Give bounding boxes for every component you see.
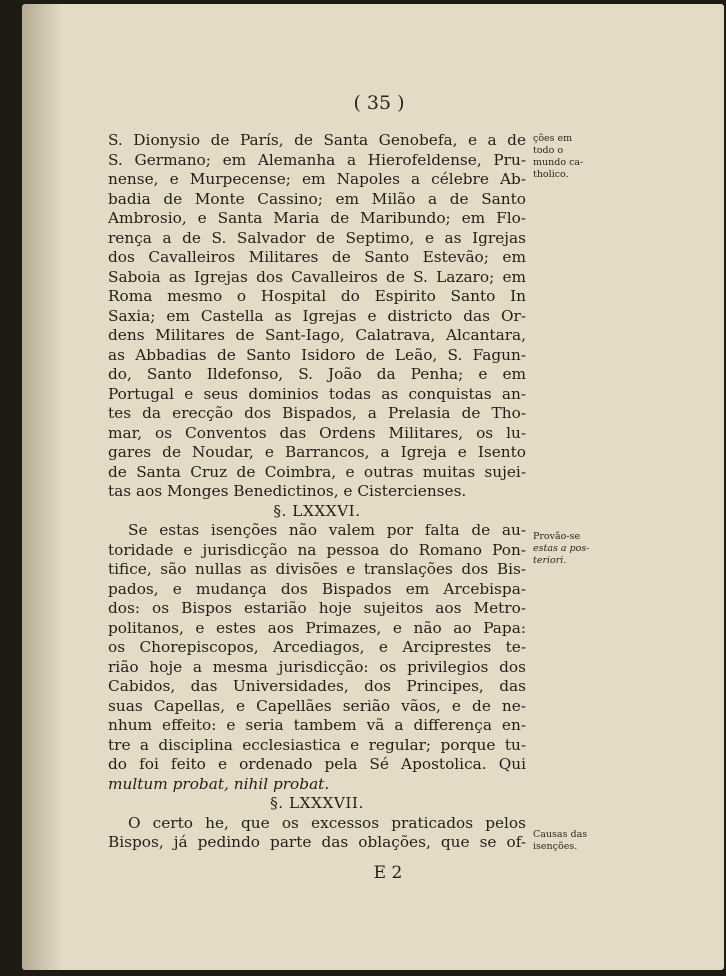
- text-line: Portugal e seus dominios todas as conquistas an-: [108, 384, 526, 403]
- text-line: badia de Monte Cassino; em Milão a de Santo: [108, 189, 526, 208]
- text-line: mar, os Conventos das Ordens Militares, os lu-: [108, 423, 526, 442]
- text-line: Bispos, já pedindo parte das oblações, que se of-: [108, 833, 526, 851]
- text-line: Se estas isenções não valem por falta de au-: [128, 521, 526, 539]
- text-line: tifice, são nullas as divisões e translações dos Bis-: [108, 560, 526, 578]
- section-heading: §. LXXXVI.: [273, 501, 361, 520]
- text-line: politanos, e estes aos Primazes, e não ao Papa:: [108, 618, 526, 637]
- text-line: tre a disciplina ecclesiastica e regular; porque tu-: [108, 735, 526, 754]
- text-line: gares de Noudar, e Barrancos, a Igreja e Isento: [108, 443, 526, 461]
- text-line: O certo he, que os excessos praticados pelos: [128, 813, 526, 832]
- text-line: dos Cavalleiros Militares de Santo Estevão; em: [108, 248, 526, 266]
- book-page: [22, 4, 724, 970]
- text-line: nhum effeito: e seria tambem vã a differença en-: [108, 716, 526, 734]
- margin-note-line: todo o: [533, 145, 564, 156]
- text-line: Cabidos, das Universidades, dos Principes, das: [108, 677, 526, 695]
- body-text: [108, 131, 526, 853]
- text-line: dens Militares de Sant-Iago, Calatrava, Alcantara,: [108, 326, 526, 344]
- margin-note-line: Provão-se: [533, 531, 581, 542]
- text-line: S. Germano; em Alemanha a Hierofeldense, Pru-: [108, 150, 526, 169]
- margin-note-line: ções em: [533, 133, 573, 144]
- margin-note-line: isenções.: [533, 841, 578, 852]
- text-line: Ambrosio, e Santa Maria de Maribundo; em Flo-: [108, 209, 526, 227]
- text-line: rença a de S. Salvador de Septimo, e as Igrejas: [108, 228, 526, 247]
- text-line-italic: multum probat, nihil probat.: [108, 774, 330, 793]
- text-line: dos: os Bispos estarião hoje sujeitos aos Metro-: [108, 599, 526, 617]
- margin-note-2: [533, 531, 595, 567]
- margin-note-line: teriori.: [533, 555, 567, 566]
- text-line: pados, e mudança dos Bispados em Arcebispa-: [108, 579, 526, 598]
- margin-note-3: [533, 829, 595, 853]
- text-line: Saxia; em Castella as Igrejas e districto das Or-: [108, 306, 526, 325]
- section-heading: §. LXXXVII.: [270, 794, 364, 812]
- text-line: os Chorepiscopos, Arcediagos, e Arciprestes te-: [108, 638, 526, 656]
- margin-note-1: [533, 133, 595, 181]
- page-number: ( 35 ): [353, 92, 405, 114]
- text-line: tes da erecção dos Bispados, a Prelasia de Tho-: [108, 404, 526, 422]
- text-line: S. Dionysio de París, de Santa Genobefa, e a de: [108, 131, 526, 149]
- margin-note-line: tholico.: [533, 169, 569, 180]
- text-line: as Abbadias de Santo Isidoro de Leão, S. Fagun-: [108, 345, 526, 364]
- text-line: tas aos Monges Benedictinos, e Cistercienses.: [108, 482, 467, 500]
- text-line: do foi feito e ordenado pela Sé Apostolica. Qui: [108, 755, 526, 773]
- text-line: suas Capellas, e Capellães serião vãos, e de ne-: [108, 696, 526, 715]
- margin-note-line: estas a pos-: [533, 543, 590, 554]
- text-line: de Santa Cruz de Coimbra, e outras muitas sujei-: [108, 462, 526, 481]
- text-line: rião hoje a mesma jurisdicção: os privilegios dos: [108, 657, 526, 676]
- signature-mark: E 2: [373, 863, 403, 883]
- text-line: nense, e Murpecense; em Napoles a célebre Ab-: [108, 170, 526, 188]
- margin-note-line: mundo ca-: [533, 157, 584, 168]
- text-line: Saboia as Igrejas dos Cavalleiros de S. Lazaro; em: [108, 267, 526, 286]
- text-line: toridade e jurisdicção na pessoa do Romano Pon-: [108, 540, 526, 559]
- text-line: do, Santo Ildefonso, S. João da Penha; e em: [108, 365, 526, 383]
- margin-note-line: Causas das: [533, 829, 588, 840]
- text-line: Roma mesmo o Hospital do Espirito Santo In: [108, 287, 526, 305]
